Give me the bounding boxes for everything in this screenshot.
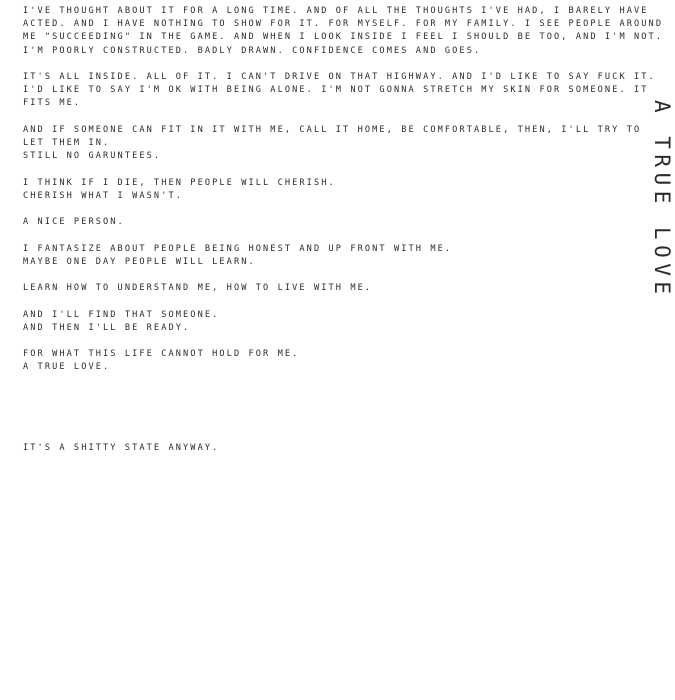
side-title: A TRUE LOVE <box>650 99 674 300</box>
stanza-6: I FANTASIZE ABOUT PEOPLE BEING HONEST AND UP FRONT WITH ME. MAYBE ONE DAY PEOPLE WILL LEARN. <box>23 243 453 267</box>
closing-line: IT'S A SHITTY STATE ANYWAY. <box>23 443 220 453</box>
stanza-7: LEARN HOW TO UNDERSTAND ME, HOW TO LIVE WITH ME. <box>23 283 373 294</box>
poem-body <box>23 5 671 453</box>
stanza-3: AND IF SOMEONE CAN FIT IN IT WITH ME, CALL IT HOME, BE COMFORTABLE, THEN, I'LL TRY TO LET THEM IN. STILL NO GARUNTEES. <box>23 124 642 162</box>
stanza-1: I'VE THOUGHT ABOUT IT FOR A LONG TIME. AND OF ALL THE THOUGHTS I'VE HAD, I BARELY HAVE ACTED. AND I HAVE NOTHING TO SHOW FOR IT. FOR MYSELF. FOR MY FAMILY. I SEE PEOPLE AROUND ME "SUCCEEDING" IN THE GAME. AND WHEN I LOOK INSIDE I FEEL I SHOULD BE TOO, AND I'M NOT. I'M POORLY CONSTRUCTED. BADLY DRAWN. CONFIDENCE COMES AND GOES. <box>23 6 671 56</box>
stanza-2: IT'S ALL INSIDE. ALL OF IT. I CAN'T DRIVE ON THAT HIGHWAY. AND I'D LIKE TO SAY FUCK IT. I'D LIKE TO SAY I'M OK WITH BEING ALONE. I'M NOT GONNA STRETCH MY SKIN FOR SOMEONE. IT FITS ME. <box>23 72 664 109</box>
stanza-9: FOR WHAT THIS LIFE CANNOT HOLD FOR ME. A TRUE LOVE. <box>23 349 300 373</box>
stanza-5: A NICE PERSON. <box>23 217 125 228</box>
stanza-4: I THINK IF I DIE, THEN PEOPLE WILL CHERISH. CHERISH WHAT I WASN'T. <box>23 177 336 201</box>
stanza-8: AND I'LL FIND THAT SOMEONE. AND THEN I'LL BE READY. <box>23 309 220 333</box>
